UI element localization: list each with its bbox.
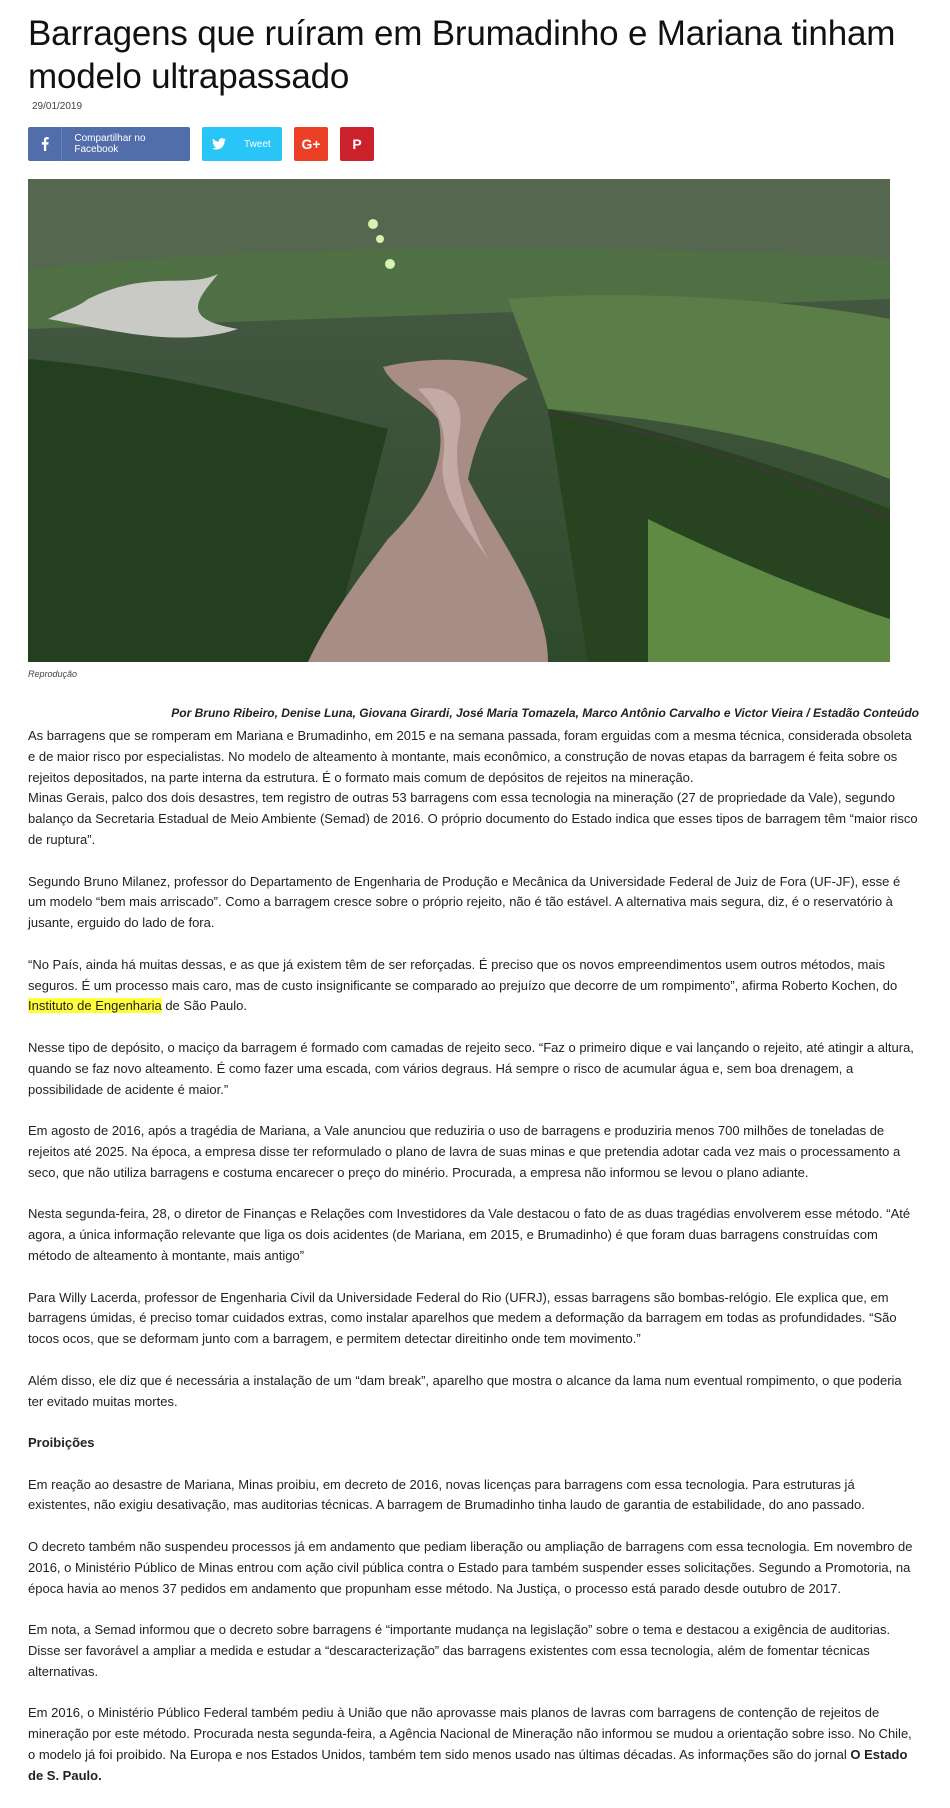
share-twitter-label: Tweet xyxy=(244,138,271,150)
paragraph-6: Em agosto de 2016, após a tragédia de Mariana, a Vale anunciou que reduziria o uso de barragens e produziria menos 700 milhões de toneladas de rejeitos até 2025. Na época, a empresa disse ter reformulado o plano de lavra de suas minas e que pretendia adotar cada vez mais o processamento a seco, que não utiliza barragens e costuma encarecer o preço do minério. Procurada, a empresa não informou se levou o plano adiante. xyxy=(28,1123,901,1180)
twitter-icon xyxy=(202,127,236,161)
share-facebook-button[interactable] xyxy=(28,127,190,161)
image-caption: Reprodução xyxy=(28,669,78,679)
paragraph-2: Minas Gerais, palco dos dois desastres, tem registro de outras 53 barragens com essa tecnologia na mineração (27 de propriedade da Vale), segundo balanço da Secretaria Estadual de Meio Ambiente (Semad) de 2016. O próprio documento do Estado indica que esses tipos de barragem têm “maior risco de ruptura”. xyxy=(28,790,918,847)
pinterest-icon: P xyxy=(352,136,362,152)
paragraph-1: As barragens que se romperam em Mariana e Brumadinho, em 2015 e na semana passada, foram erguidas com a mesma técnica, considerada obsoleta e de maior risco por especialistas. No modelo de alteamento à montante, mais econômico, a construção de novas etapas da barragem é feita sobre os rejeitos depositados, na parte interna da estrutura. É o formato mais comum de depósitos de rejeitos na mineração. xyxy=(28,728,912,785)
paragraph-13 xyxy=(28,1703,919,1786)
subheading-proibicoes: Proibições xyxy=(28,1435,95,1451)
paragraph-9: Além disso, ele diz que é necessária a instalação de um “dam break”, aparelho que mostra o alcance da lama num eventual rompimento, o que poderia ter evitado muitas mortes. xyxy=(28,1372,902,1409)
paragraph-13-text: Em 2016, o Ministério Público Federal também pediu à União que não aprovasse mais planos de lavras com barragens de contenção de rejeitos de mineração por este método. Procurada nesta segunda-feira, a Agência Nacional de Mineração não informou se mudou a orientação sobre isso. No Chile, o modelo já foi proibido. Na Europa e nos Estados Unidos, também tem sido menos usado nas últimas décadas. As informações são do jornal xyxy=(28,1705,912,1763)
article-byline: Por Bruno Ribeiro, Denise Luna, Giovana Girardi, José Maria Tomazela, Marco Antônio Carvalho e Victor Vieira / Estadão Conteúdo xyxy=(171,706,919,720)
article-body xyxy=(28,726,919,1807)
share-bar xyxy=(28,127,374,161)
paragraph-11: O decreto também não suspendeu processos já em andamento que pediam liberação ou ampliação de barragens com essa tecnologia. Em novembro de 2016, o Ministério Público de Minas entrou com ação civil pública contra o Estado para também suspender esses solicitações. Segundo a Promotoria, na época havia ao menos 37 pedidos em andamento que propunham esse método. Na Justiça, o processo está parado desde outubro de 2017. xyxy=(28,1539,913,1596)
share-pinterest-button[interactable] xyxy=(340,127,374,161)
paragraph-12: Em nota, a Semad informou que o decreto sobre barragens é “importante mudança na legislação” sobre o tema e destacou a exigência de auditorias. Disse ser favorável a ampliar a medida e estudar a “descaracterização” das barragens existentes com essa tecnologia, além de fomentar técnicas alternativas. xyxy=(28,1622,891,1679)
facebook-icon xyxy=(28,127,62,161)
paragraph-5: Nesse tipo de depósito, o maciço da barragem é formado com camadas de rejeito seco. “Faz o primeiro dique e vai lançando o rejeito, até atingir a altura, quando se faz novo alteamento. É como fazer uma escada, com vários degraus. Há sempre o risco de acumular água e, sem boa drenagem, a possibilidade de acidente é maior.” xyxy=(28,1039,914,1097)
share-facebook-label: Compartilhar no Facebook xyxy=(74,133,146,155)
paragraph-10: Em reação ao desastre de Mariana, Minas proibiu, em decreto de 2016, novas licenças para barragens com essa tecnologia. Para estruturas já existentes, não exigiu desativação, mas auditorias técnicas. A barragem de Brumadinho tinha laudo de garantia de estabilidade, do ano passado. xyxy=(28,1476,865,1513)
share-twitter-button[interactable] xyxy=(202,127,282,161)
paragraph-8: Para Willy Lacerda, professor de Engenharia Civil da Universidade Federal do Rio (UFRJ), essas barragens são bombas-relógio. Ele explica que, em barragens úmidas, é preciso tomar cuidados extras, como instalar aparelhos que medem a deformação da barragem em todas as profundidades. “São tocos ocos, que se deformam junto com a barragem, e permitem detectar direitinho onde tem movimento.” xyxy=(28,1289,897,1347)
hero-image-aerial-dam-mudflow xyxy=(28,179,890,662)
paragraph-7: Nesta segunda-feira, 28, o diretor de Finanças e Relações com Investidores da Vale destacou o fato de as duas tragédias envolverem esse método. “Até agora, a única informação relevante que liga os dois acidentes (de Mariana, em 2015, e Brumadinho) é que foram duas barragens construídas com método de alteamento à montante, mais antigo” xyxy=(28,1206,911,1263)
source-newspaper: O Estado de S. Paulo. xyxy=(28,1747,908,1783)
paragraph-4-text: “No País, ainda há muitas dessas, e as que já existem têm de ser reforçadas. É preciso que os novos empreendimentos usem outros métodos, mais seguros. É um processo mais caro, mas de custo insignificante se comparado ao prejuízo que decorre de um rompimento”, afirma Roberto Kochen, do xyxy=(28,956,898,993)
paragraph-3: Segundo Bruno Milanez, professor do Departamento de Engenharia de Produção e Mecânica da Universidade Federal de Juiz de Fora (UF-JF), esse é um modelo “bem mais arriscado”. Como a barragem cresce sobre o próprio rejeito, não é tão estável. A alternativa mais segura, diz, é o reservatório à jusante, erguido do lado de fora. xyxy=(28,873,901,931)
googleplus-icon: G+ xyxy=(301,136,321,152)
paragraph-4 xyxy=(28,955,919,1017)
highlighted-institution-link[interactable]: Instituto de Engenharia xyxy=(28,998,162,1014)
article-title: Barragens que ruíram em Brumadinho e Mariana tinham modelo ultrapassado xyxy=(28,14,896,96)
article-date: 29/01/2019 xyxy=(32,101,83,112)
paragraph-4-end: de São Paulo. xyxy=(161,998,248,1014)
share-googleplus-button[interactable] xyxy=(294,127,328,161)
